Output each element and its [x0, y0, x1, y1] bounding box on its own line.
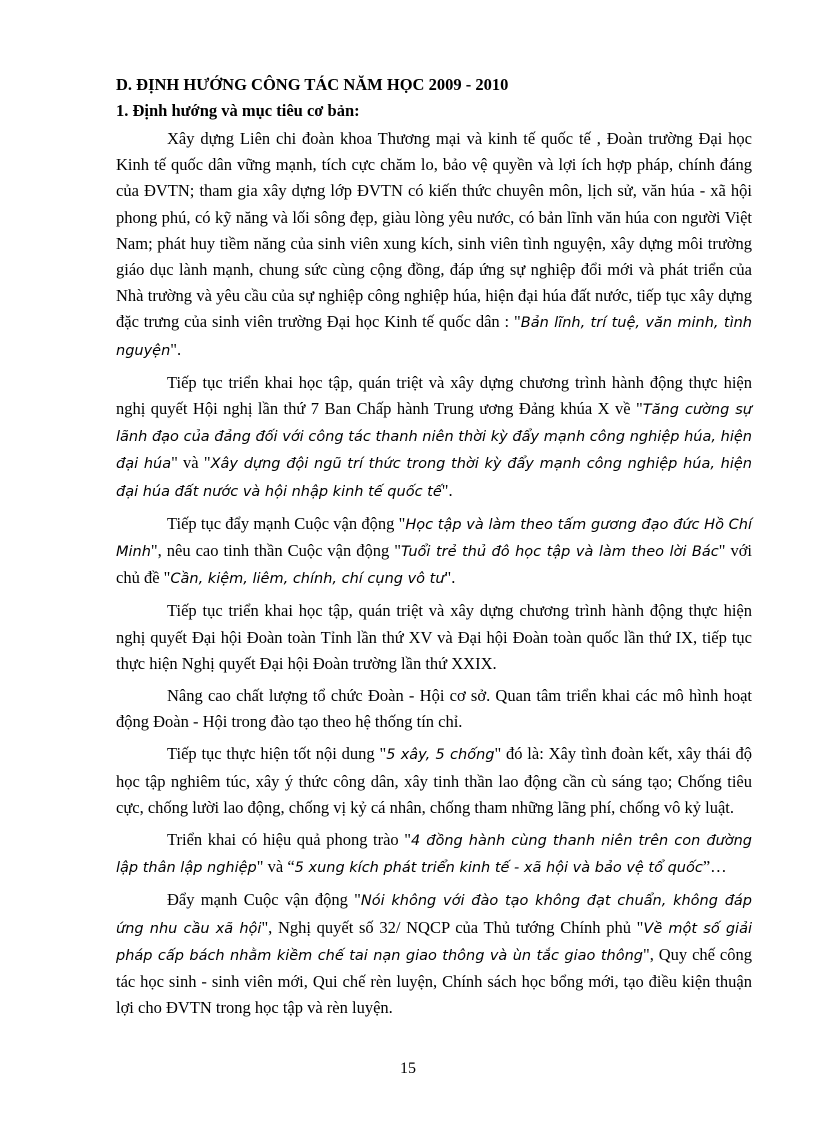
paragraph-text: ", nêu cao tinh thần Cuộc vận động ": [150, 541, 401, 561]
paragraph-italic-quote: 5 xung kích phát triển kinh tế - xã hội và bảo vệ tổ quốc: [294, 860, 703, 877]
paragraph-text: " với chủ đề ": [116, 541, 753, 588]
page-content: [116, 72, 752, 1028]
paragraph-text: ", Quy chế công tác học sinh - sinh viên mới, Qui chế rèn luyện, Chính sách học bổng mới, tạo điều kiện thuận lợi cho ĐVTN trong học tập và rèn luyện.: [116, 944, 752, 1018]
paragraph-text: ”…: [702, 857, 727, 877]
paragraph-8: [116, 887, 752, 1021]
paragraph-4: [116, 598, 752, 677]
paragraph-italic-quote: Xây dựng đội ngũ trí thức trong thời kỳ đẩy mạnh công nghiệp húa, hiện đại húa đất nước và hội nhập kinh tế quốc tế: [116, 456, 752, 500]
paragraph-text: ", Nghị quyết số 32/ NQCP của Thủ tướng Chính phủ ": [261, 917, 644, 937]
paragraph-italic-quote: Bản lĩnh, trí tuệ, văn minh, tình nguyện: [116, 315, 753, 359]
paragraph-text: ".: [170, 339, 182, 359]
paragraph-text: " và “: [256, 857, 295, 877]
paragraph-3: [116, 511, 752, 593]
paragraph-italic-quote: Tăng cường sự lãnh đạo của đảng đối với công tác thanh niên thời kỳ đẩy mạnh công nghiệp húa, hiện đại húa: [116, 402, 752, 473]
paragraph-text: Triển khai có hiệu quả phong trào ": [167, 830, 411, 850]
paragraph-italic-quote: Nói không với đào tạo không đạt chuẩn, không đáp ứng nhu cầu xã hội: [116, 893, 752, 937]
paragraph-text: ".: [444, 568, 456, 588]
paragraph-italic-quote: Cần, kiệm, liêm, chính, chí cụng vô tư: [170, 571, 445, 588]
paragraph-7: [116, 827, 752, 881]
paragraph-italic-quote: 4 đồng hành cùng thanh niên trên con đường lập thân lập nghiệp: [116, 833, 752, 877]
paragraph-italic-quote: Về một số giải pháp cấp bách nhằm kiềm chế tai nạn giao thông và ùn tắc giao thông: [116, 920, 753, 964]
paragraph-text: Nâng cao chất lượng tổ chức Đoàn - Hội cơ sở. Quan tâm triển khai các mô hình hoạt động Đoàn - Hội trong đào tạo theo hệ thống tín chỉ.: [116, 686, 752, 732]
paragraph-italic-quote: Tuổi trẻ thủ đô học tập và làm theo lời Bác: [400, 544, 719, 561]
paragraph-text: " đó là: Xây tình đoàn kết, xây thái độ học tập nghiêm túc, xây ý thức công dân, xây tinh thần lao động cần cù sáng tạo; Chống tiêu cực, chống lười lao động, chống vị kỷ cá nhân, chống tham những lãng phí, chống vô kỷ luật.: [116, 744, 752, 817]
paragraph-6: [116, 741, 752, 821]
paragraph-text: Tiếp tục triển khai học tập, quán triệt và xây dựng chương trình hành động thực hiện nghị quyết Đại hội Đoàn toàn Tỉnh lần thứ XV và Đại hội Đoàn toàn quốc lần thứ IX, tiếp tục thực hiện Nghị quyết Đại hội Đoàn trường lần thứ XXIX.: [116, 601, 752, 673]
paragraph-1: [116, 126, 752, 364]
paragraph-italic-quote: 5 xây, 5 chống: [386, 747, 495, 764]
paragraph-2: [116, 370, 752, 505]
paragraph-text: Tiếp tục thực hiện tốt nội dung ": [167, 744, 387, 764]
paragraph-text: Xây dựng Liên chi đoàn khoa Thương mại và kinh tế quốc tế , Đoàn trường Đại học Kinh tế quốc dân vững mạnh, tích cực chăm lo, bảo vệ quyền và lợi ích hợp pháp, chính đáng của ĐVTN; tham gia xây dựng lớp ĐVTN có kiến thức chuyên môn, lịch sử, văn húa - xã hội phong phú, có kỹ năng và lối sông đẹp, giàu lòng yêu nước, có bản lĩnh văn húa con người Việt Nam; phát huy tiềm năng của sinh viên xung kích, sinh viên tình nguyện, xây dựng môi trường giáo dục lành mạnh, chung sức cùng cộng đồng, đáp ứng sự nghiệp đổi mới và phát triển của Nhà trường và yêu cầu của sự nghiệp công nghiệp húa, hiện đại húa đất nước, tiếp tục xây dựng đặc trưng của sinh viên trường Đại học Kinh tế quốc dân : ": [116, 129, 752, 332]
page-number: 15: [400, 1060, 416, 1077]
paragraph-italic-quote: Học tập và làm theo tấm gương đạo đức Hồ Chí Minh: [116, 516, 752, 561]
paragraph-text: " và ": [171, 453, 211, 473]
section-subheading: 1. Định hướng và mục tiêu cơ bản:: [116, 101, 360, 120]
paragraph-text: Tiếp tục triển khai học tập, quán triệt và xây dựng chương trình hành động thực hiện nghị quyết Hội nghị lần thứ 7 Ban Chấp hành Trung ương Đảng khúa X về ": [116, 372, 752, 419]
paragraph-5: [116, 683, 752, 735]
paragraph-text: ".: [441, 480, 453, 500]
paragraph-text: Đẩy mạnh Cuộc vận động ": [167, 890, 361, 910]
section-heading: D. ĐỊNH HƯỚNG CÔNG TÁC NĂM HỌC 2009 - 2010: [116, 75, 509, 94]
paragraph-text: Tiếp tục đẩy mạnh Cuộc vận động ": [167, 513, 406, 533]
